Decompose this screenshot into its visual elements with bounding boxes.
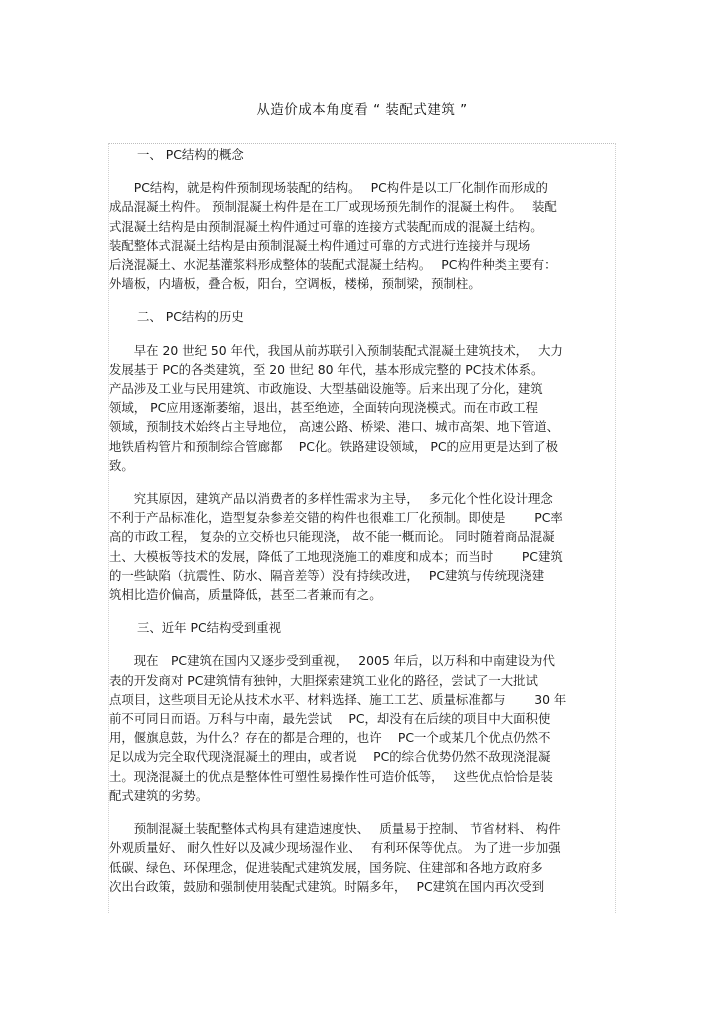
text-line: PC结构，就是构件预制现场装配的结构。 PC构件是以工厂化制作而形成的 bbox=[109, 180, 548, 196]
text-line: 产品涉及工业与民用建筑、市政施设、大型基础设施等。后来出现了分化，建筑 bbox=[109, 381, 543, 397]
text-line: 式混凝土结构是由预制混凝土构件通过可靠的连接方式装配而成的混凝土结构。 bbox=[109, 218, 543, 234]
paragraph bbox=[109, 489, 615, 604]
text-line: 领域，预制技术始终占主导地位， 高速公路、桥梁、港口、城市高架、地下管道、 bbox=[109, 419, 560, 435]
text-line: 筑相比造价偏高，质量降低，甚至二者兼而有之。 bbox=[109, 587, 382, 603]
document-body bbox=[109, 143, 615, 910]
text-line: 预制混凝土装配整体式构具有建造速度快、 质量易于控制、 节省材料、 构件 bbox=[109, 821, 561, 837]
text-line: 发展基于 PC的各类建筑，至 20 世纪 80 年代，基本形成完整的 PC技术体系。 bbox=[109, 361, 544, 377]
text-line: 土。现浇混凝土的优点是整体性可塑性易操作性可造价低等， 这些优点恰恰是装 bbox=[109, 768, 553, 784]
text-line: 领域， PC应用逐渐萎缩，退出，甚至绝迹，全面转向现浇模式。而在市政工程 bbox=[109, 400, 538, 416]
paragraph bbox=[109, 178, 615, 293]
paragraph bbox=[109, 341, 615, 475]
text-line: 用，偃旗息鼓，为什么？存在的都是合理的，也许 PC一个或某几个优点仍然不 bbox=[109, 730, 551, 746]
text-line: 外墙板，内墙板，叠合板，阳台，空调板，楼梯，预制梁，预制柱。 bbox=[109, 276, 481, 292]
text-line: 高的市政工程， 复杂的立交桥也只能现浇， 故不能一概而论。 同时随着商品混凝 bbox=[109, 529, 555, 545]
text-line: 低碳、绿色、环保理念，促进装配式建筑发展，国务院、住建部和各地方政府多 bbox=[109, 859, 543, 875]
text-line: 不利于产品标准化，造型复杂参差交错的构件也很难工厂化预制。即使是 PC率 bbox=[109, 510, 563, 526]
text-line: 配式建筑的劣势。 bbox=[109, 787, 209, 803]
text-line: 后浇混凝土、水泥基灌浆料形成整体的装配式混凝土结构。 PC构件种类主要有： bbox=[109, 257, 557, 273]
paragraph bbox=[109, 819, 615, 896]
text-line: 点项目，这些项目无论从技术水平、材料选择、施工工艺、质量标准都与 30 年 bbox=[109, 691, 567, 707]
text-line: 外观质量好、 耐久性好以及减少现场湿作业、 有利环保等优点。 为了进一步加强 bbox=[109, 840, 561, 856]
page-title: 从造价成本角度看 “ 装配式建筑 ” bbox=[256, 102, 468, 118]
text-line: 成品混凝土构件。 预制混凝土构件是在工厂或现场预先制作的混凝土构件。 装配 bbox=[109, 199, 557, 215]
text-line: 前不可同日而语。万科与中南，最先尝试 PC，却没有在后续的项目中大面积使 bbox=[109, 711, 551, 727]
text-line: 次出台政策，鼓励和强制使用装配式建筑。时隔多年， PC建筑在国内再次受到 bbox=[109, 878, 545, 894]
section-heading: 一、 PC结构的概念 bbox=[137, 147, 244, 162]
text-line: 地铁盾构管片和预制综合管廊都 PC化。铁路建设领域， PC的应用更是达到了极 bbox=[109, 438, 559, 454]
text-line: 土、大模板等技术的发展，降低了工地现浇施工的难度和成本；而当时 PC建筑 bbox=[109, 548, 563, 564]
text-line: 早在 20 世纪 50 年代，我国从前苏联引入预制装配式混凝土建筑技术， 大力 bbox=[109, 342, 563, 358]
text-line: 究其原因，建筑产品以消费者的多样性需求为主导， 多元化个性化设计理念 bbox=[109, 491, 553, 507]
text-line: 现在 PC建筑在国内又逐步受到重视， 2005 年后，以万科和中南建设为代 bbox=[109, 653, 555, 669]
text-line: 足以成为完全取代现浇混凝土的理由，或者说 PC的综合优势仍然不敌现浇混凝 bbox=[109, 749, 551, 765]
text-line: 装配整体式混凝土结构是由预制混凝土构件通过可靠的方式进行连接并与现场 bbox=[109, 237, 531, 253]
section-heading: 三、近年 PC结构受到重视 bbox=[137, 620, 281, 636]
text-line: 表的开发商对 PC建筑情有独钟，大胆探索建筑工业化的路径，尝试了一大批试 bbox=[109, 672, 538, 688]
text-line: 致。 bbox=[109, 457, 134, 473]
paragraph bbox=[109, 651, 615, 805]
section-heading: 二、 PC结构的历史 bbox=[137, 309, 244, 325]
text-line: 的一些缺陷（抗震性、防水、隔音差等）没有持续改进， PC建筑与传统现浇建 bbox=[109, 567, 545, 583]
